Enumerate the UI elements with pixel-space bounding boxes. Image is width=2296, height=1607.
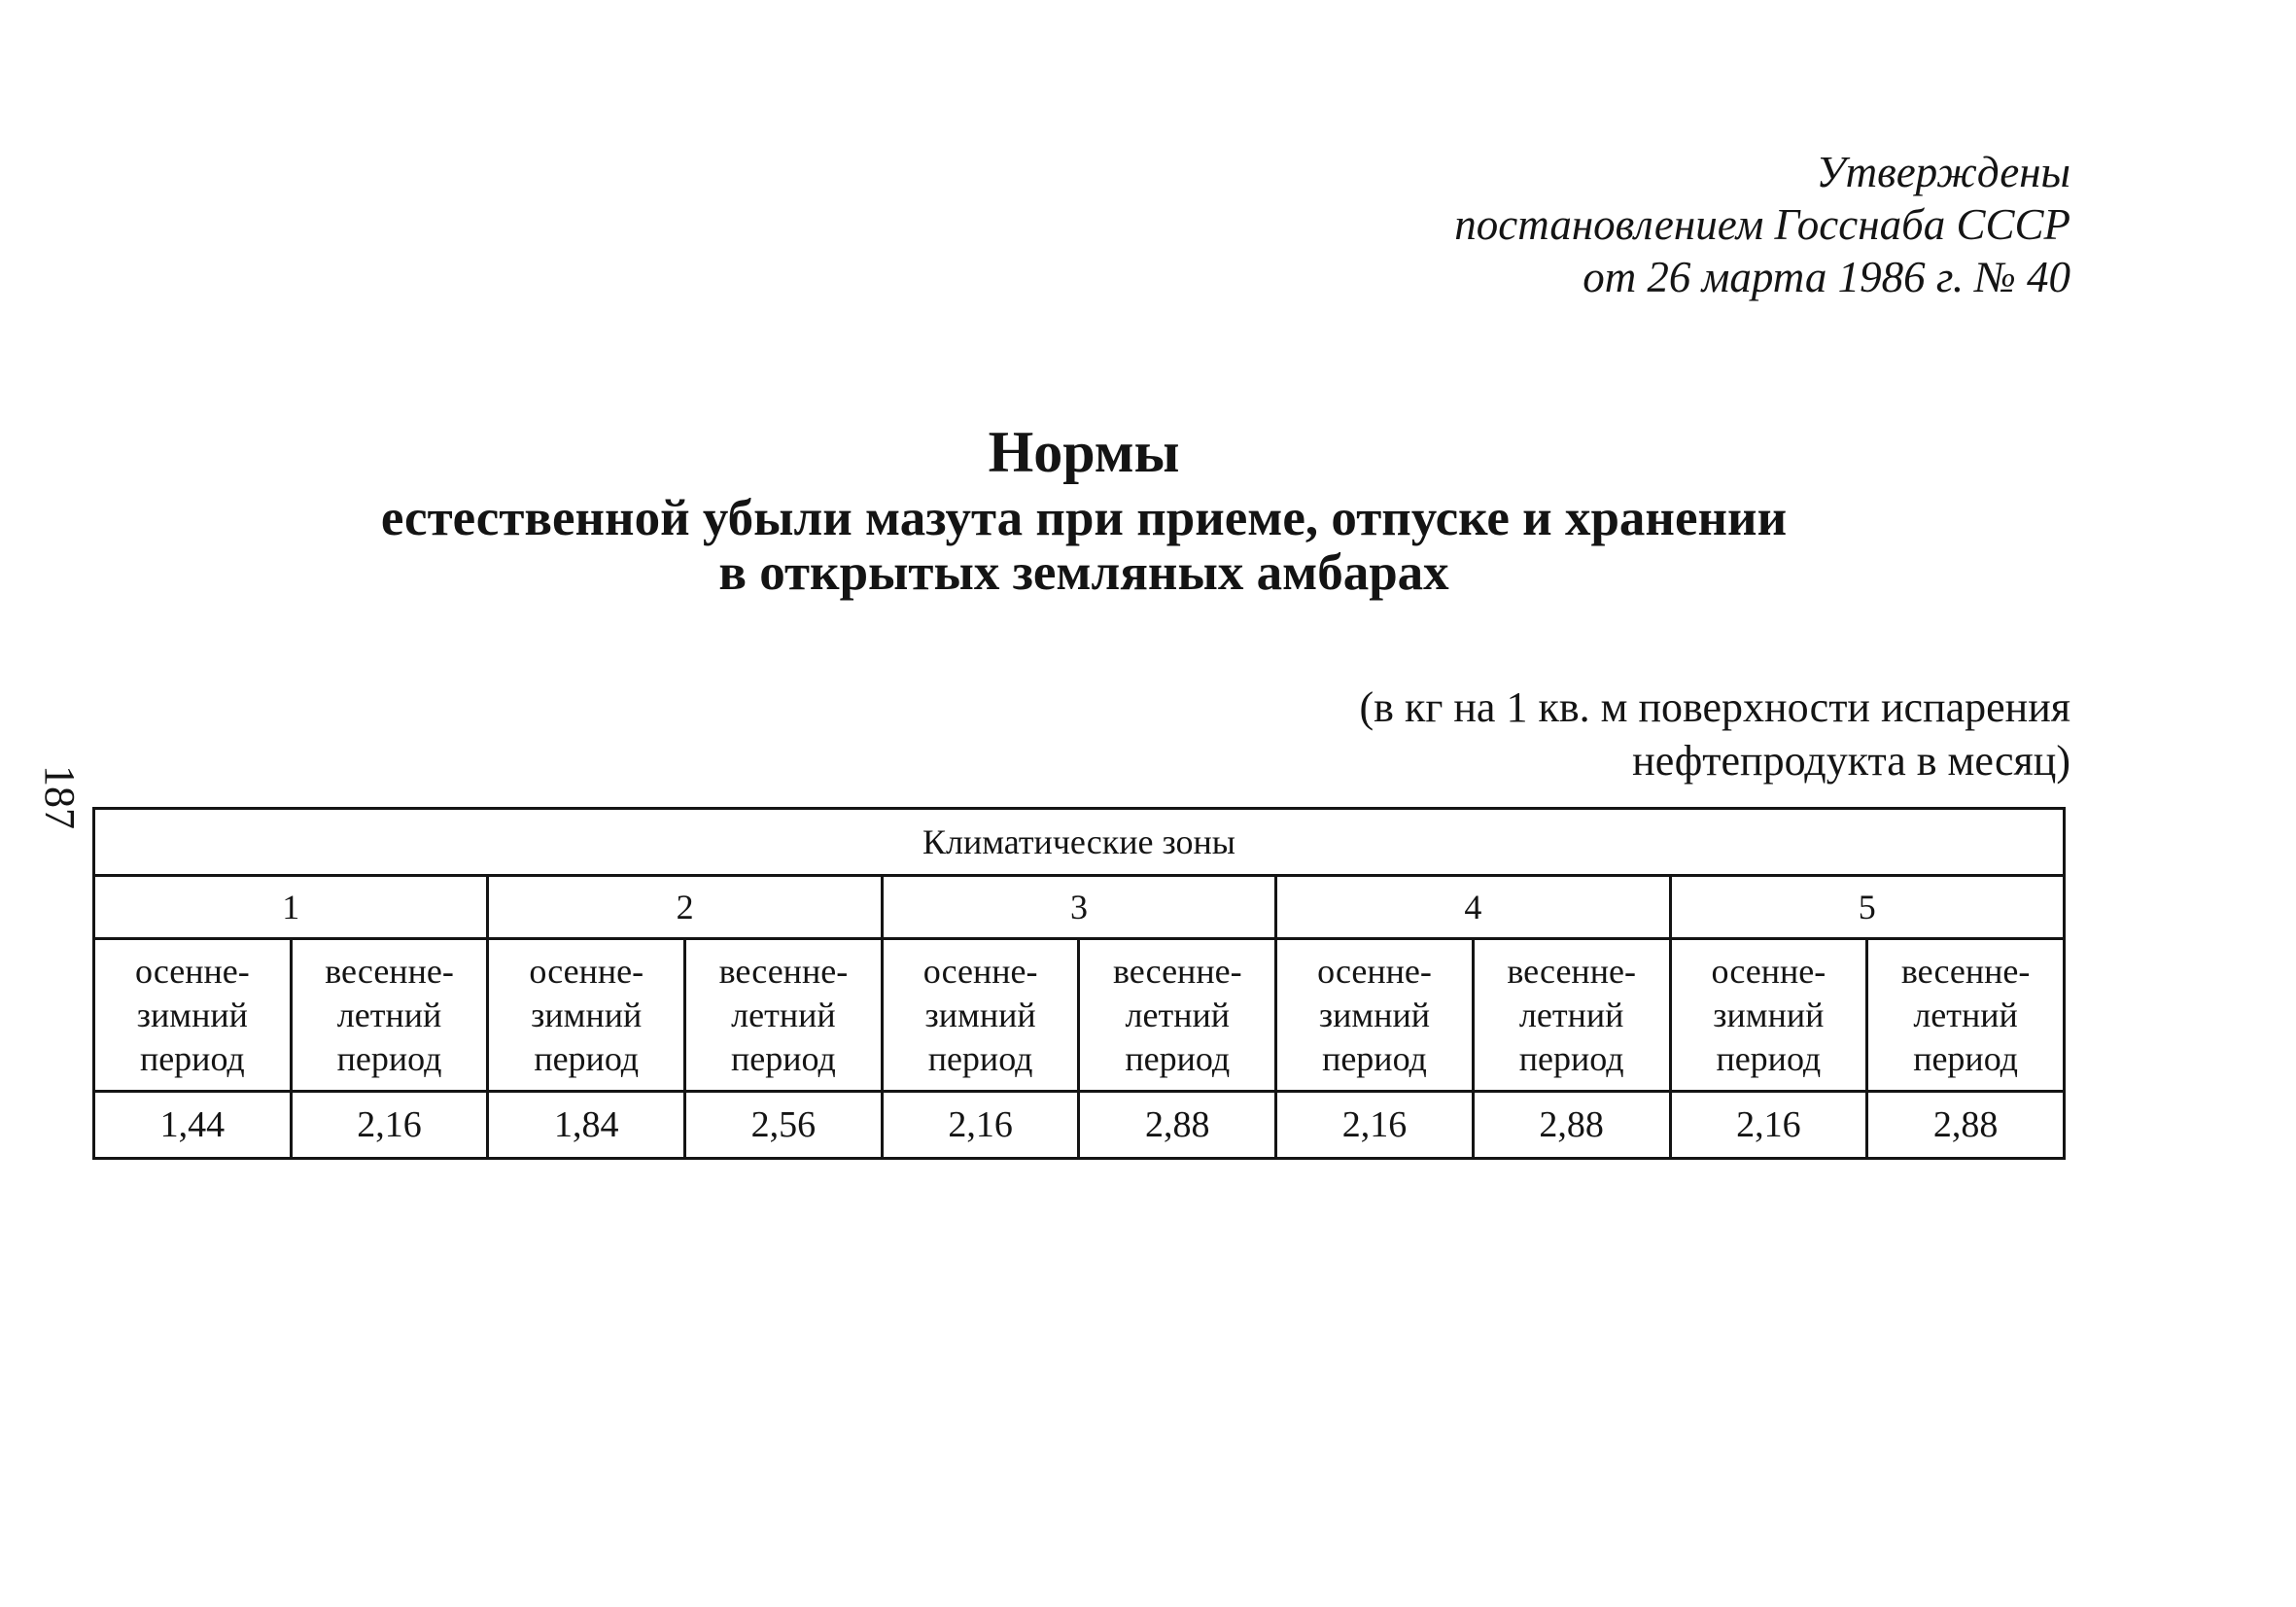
period-label-line: период: [927, 1038, 1033, 1078]
period-autumn-winter: [488, 939, 685, 1092]
table-header-climate-zones: Климатические зоны: [94, 809, 2065, 876]
period-label-line: весенне-: [1113, 951, 1242, 991]
table-cell-value: 2,16: [1276, 1092, 1474, 1159]
zone-header: 2: [488, 876, 882, 939]
norms-table: [92, 807, 2066, 1160]
period-label-line: период: [1913, 1038, 2018, 1078]
period-label-line: период: [534, 1038, 640, 1078]
period-label-line: период: [336, 1038, 442, 1078]
period-label-line: осенне-: [134, 951, 250, 991]
document-title: [156, 413, 2012, 600]
title-main: Нормы: [988, 420, 1180, 484]
period-label-line: летний: [336, 995, 442, 1034]
period-spring-summer: [685, 939, 883, 1092]
units-line: нефтепродукта в месяц): [1632, 737, 2070, 785]
period-label-line: весенне-: [1900, 951, 2031, 991]
zone-header: 3: [882, 876, 1275, 939]
table-cell-value: 2,88: [1473, 1092, 1670, 1159]
period-label-line: период: [1518, 1038, 1624, 1078]
units-note: [1098, 681, 2070, 787]
period-label-line: период: [1125, 1038, 1231, 1078]
table-cell-value: 1,44: [94, 1092, 292, 1159]
zone-header: 1: [94, 876, 488, 939]
page-number: 187: [36, 765, 85, 829]
period-label-line: летний: [1913, 995, 2018, 1034]
period-label-line: зимний: [1318, 995, 1430, 1034]
title-line: в открытых земляных амбарах: [718, 544, 1449, 601]
period-autumn-winter: [882, 939, 1079, 1092]
title-line: естественной убыли мазута при приеме, отпуске и хранении: [380, 490, 1788, 546]
table-cell-value: 2,88: [1079, 1092, 1276, 1159]
period-spring-summer: [1079, 939, 1276, 1092]
approval-block: [1196, 146, 2070, 303]
period-label-line: осенне-: [529, 951, 644, 991]
period-label-line: период: [1716, 1038, 1822, 1078]
period-label-line: зимний: [1713, 995, 1825, 1034]
table-cell-value: 2,88: [1867, 1092, 2065, 1159]
period-label-line: летний: [1125, 995, 1231, 1034]
period-label-line: период: [731, 1038, 836, 1078]
units-line: (в кг на 1 кв. м поверхности испарения: [1359, 683, 2070, 731]
period-label-line: весенне-: [718, 951, 849, 991]
period-autumn-winter: [1276, 939, 1474, 1092]
period-label-line: осенне-: [922, 951, 1038, 991]
period-label-line: зимний: [531, 995, 643, 1034]
table-cell-value: 2,56: [685, 1092, 883, 1159]
approval-line: от 26 марта 1986 г. № 40: [1583, 253, 2070, 301]
table-cell-value: 1,84: [488, 1092, 685, 1159]
table-cell-value: 2,16: [882, 1092, 1079, 1159]
period-label-line: осенне-: [1317, 951, 1432, 991]
period-label-line: зимний: [924, 995, 1036, 1034]
period-autumn-winter: [94, 939, 292, 1092]
approval-line: Утверждены: [1816, 148, 2070, 196]
period-label-line: зимний: [136, 995, 248, 1034]
period-label-line: осенне-: [1711, 951, 1826, 991]
zone-header: 5: [1670, 876, 2065, 939]
period-label-line: весенне-: [1507, 951, 1636, 991]
period-autumn-winter: [1670, 939, 1867, 1092]
period-spring-summer: [291, 939, 488, 1092]
period-spring-summer: [1867, 939, 2065, 1092]
period-label-line: период: [1322, 1038, 1427, 1078]
period-label-line: период: [139, 1038, 245, 1078]
period-label-line: весенне-: [325, 951, 454, 991]
period-label-line: летний: [731, 995, 836, 1034]
period-label-line: летний: [1518, 995, 1624, 1034]
zone-header: 4: [1276, 876, 1670, 939]
approval-line: постановлением Госснаба СССР: [1454, 200, 2070, 249]
period-spring-summer: [1473, 939, 1670, 1092]
table-cell-value: 2,16: [291, 1092, 488, 1159]
table-cell-value: 2,16: [1670, 1092, 1867, 1159]
